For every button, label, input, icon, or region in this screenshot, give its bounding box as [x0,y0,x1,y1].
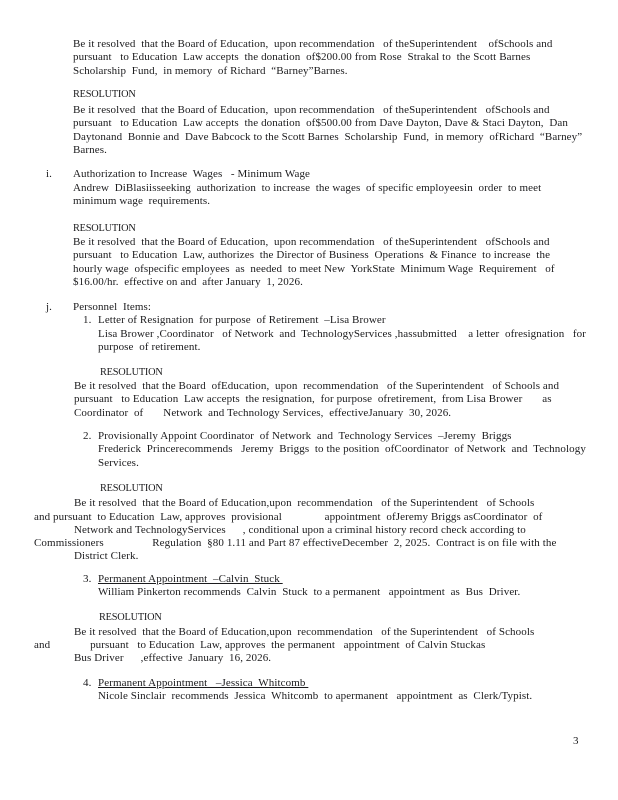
list-marker-j: j. [46,301,53,313]
paragraph-line: Andrew DiBlasiisseeking authorization to increase the wages of specific employeesin order to meet [73,182,542,194]
paragraph-line: Coordinator of Network and Technology Services, effectiveJanuary 30, 2026. [74,407,452,419]
paragraph-line: Network and TechnologyServices , conditional upon a criminal history record check according to [74,524,526,536]
paragraph-line: Commissioners Regulation §80 1.11 and Part 87 effectiveDecember 2, 2025. Contract is on file with the [34,537,557,549]
paragraph-line: Be it resolved that the Board of Education, upon recommendation of theSuperintendent ofSchools and [73,104,550,116]
paragraph-line: hourly wage ofspecific employees as needed to meet New YorkState Minimum Wage Requirement of [73,263,555,275]
paragraph-line: Lisa Brower ,Coordinator of Network and TechnologyServices ,hassubmitted a letter ofresignation for [98,328,587,340]
paragraph-line: William Pinkerton recommends Calvin Stuck to a permanent appointment as Bus Driver. [98,586,521,598]
list-marker-4: 4. [83,677,92,689]
page-number: 3 [573,735,579,747]
paragraph-line: Services. [98,457,139,469]
resolution-heading: RESOLUTION [100,483,163,494]
paragraph-line: pursuant to Education Law, authorizes the Director of Business Operations & Finance to increase the [73,249,551,261]
paragraph-line: pursuant to Education Law accepts the donation of$200.00 from Rose Strakal to the Scott Barnes [73,51,531,63]
list-marker-1: 1. [83,314,92,326]
paragraph-line: purpose of retirement. [98,341,201,353]
paragraph-line: Barnes. [73,144,107,156]
paragraph-line: Be it resolved that the Board of Education, upon recommendation of theSuperintendent ofSchools and [73,38,553,50]
paragraph-line: Daytonand Bonnie and Dave Babcock to the Scott Barnes Scholarship Fund, in memory ofRichard “Barney” [73,131,583,143]
resolution-heading: RESOLUTION [73,223,136,234]
paragraph-line: Frederick Princerecommends Jeremy Briggs to the position ofCoordinator of Network and Technology [98,443,586,455]
paragraph-line: District Clerk. [74,550,139,562]
paragraph-line: Nicole Sinclair recommends Jessica Whitcomb to apermanent appointment as Clerk/Typist. [98,690,533,702]
paragraph-line: Be it resolved that the Board ofEducation, upon recommendation of the Superintendent of Schools and [74,380,560,392]
paragraph-line: minimum wage requirements. [73,195,211,207]
item-title-line: Provisionally Appoint Coordinator of Network and Technology Services –Jeremy Briggs [98,430,512,442]
paragraph-line: and pursuant to Education Law, approves provisional appointment ofJeremy Briggs asCoordinator of [34,511,543,523]
item-title-line: Permanent Appointment –Calvin Stuck [98,573,283,585]
paragraph-line: pursuant to Education Law accepts the donation of$500.00 from Dave Dayton, Dave & Staci Dayton, Dan [73,117,568,129]
item-title-line: Personnel Items: [73,301,152,313]
paragraph-line: and pursuant to Education Law, approves the permanent appointment of Calvin Stuckas [34,639,486,651]
resolution-heading: RESOLUTION [73,89,136,100]
item-title-line: Authorization to Increase Wages - Minimum Wage [73,168,311,180]
list-marker-i: i. [46,168,53,180]
resolution-heading: RESOLUTION [99,612,162,623]
paragraph-line: Be it resolved that the Board of Education, upon recommendation of theSuperintendent ofSchools and [73,236,550,248]
list-marker-2: 2. [83,430,92,442]
item-title-line: Permanent Appointment –Jessica Whitcomb [98,677,309,689]
item-title-line: Letter of Resignation for purpose of Retirement –Lisa Brower [98,314,386,326]
paragraph-line: Scholarship Fund, in memory of Richard “Barney”Barnes. [73,65,348,77]
paragraph-line: Be it resolved that the Board of Education,upon recommendation of the Superintendent of Schools [74,497,535,509]
list-marker-3: 3. [83,573,92,585]
paragraph-line: Bus Driver ,effective January 16, 2026. [74,652,272,664]
paragraph-line: Be it resolved that the Board of Education,upon recommendation of the Superintendent of Schools [74,626,535,638]
resolution-heading: RESOLUTION [100,367,163,378]
paragraph-line: $16.00/hr. effective on and after January 1, 2026. [73,276,303,288]
paragraph-line: pursuant to Education Law accepts the resignation, for purpose ofretirement, from Lisa Brower as [74,393,552,405]
